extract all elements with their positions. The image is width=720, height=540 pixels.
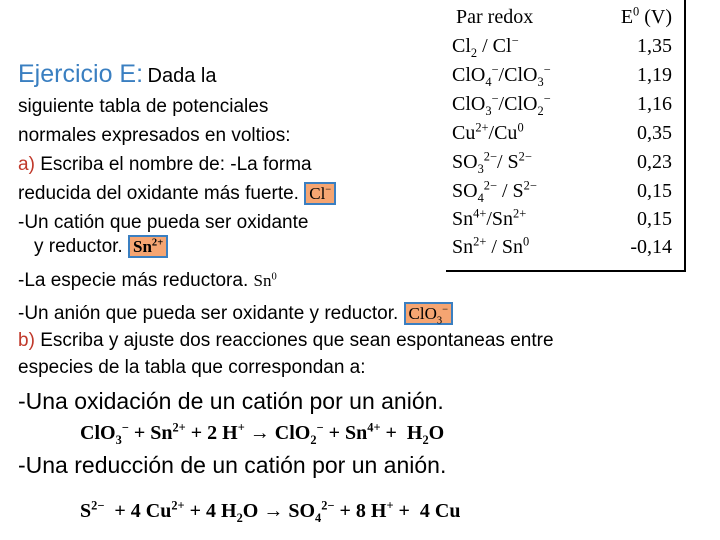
part-b-text: Escriba y ajuste dos reacciones que sean espontaneas entre — [40, 330, 554, 351]
table-row — [446, 122, 684, 151]
table-header — [446, 6, 684, 35]
part-a-line-4 — [34, 236, 168, 258]
reduction-heading: -Una reducción de un catión por un anión. — [18, 452, 447, 478]
species-cell: $Sn^{2+} / Sn^0$ — [452, 234, 530, 258]
part-a-text: Escriba el nombre de: -La forma — [40, 154, 312, 175]
intro-line-2: siguiente tabla de potenciales — [18, 96, 269, 117]
species-cell: $Sn^{4+}/Sn^{2+}$ — [452, 206, 527, 230]
species-cell: ClO$_3$−/ClO$_2$− — [452, 91, 551, 118]
species-cell: $SO_4^{2-} / S^{2-}$ — [452, 178, 537, 205]
table-row — [446, 35, 684, 64]
species-cell: $Cl_2 / Cl^-$ — [452, 33, 519, 60]
e0-cell: 0,35 — [637, 122, 672, 144]
table-row — [446, 208, 684, 237]
part-a-text-2: reducida del oxidante más fuerte. — [18, 183, 299, 204]
exercise-title: Ejercicio E: — [18, 60, 144, 88]
table-row — [446, 236, 684, 265]
table-row — [446, 93, 684, 122]
table-row — [446, 151, 684, 180]
e0-cell: 1,16 — [637, 93, 672, 115]
part-a-line-6 — [18, 303, 453, 325]
part-b-label: b) — [18, 330, 35, 351]
part-a-line-1 — [18, 154, 312, 176]
e0-cell: 1,19 — [637, 64, 672, 86]
answer-cation: $Sn^{2+}$ — [128, 235, 168, 258]
part-b-line-2: especies de la tabla que correspondan a: — [18, 357, 366, 378]
part-a-label: a) — [18, 154, 35, 175]
oxidation-heading: -Una oxidación de un catión por un anión. — [18, 388, 444, 414]
part-a-text-4: y reductor. — [34, 236, 123, 257]
table-row — [446, 180, 684, 209]
e0-cell: 0,15 — [637, 208, 672, 230]
part-b-line-1 — [18, 330, 554, 352]
e0-cell: 0,15 — [637, 180, 672, 202]
part-a-line-2 — [18, 183, 336, 205]
oxidation-equation: $ClO_3^- + Sn^{2+} + 2$ $H^+ \to ClO_2^- + Sn^{4+} + H_2O$ — [80, 420, 445, 447]
redox-table — [446, 0, 686, 272]
species-cell: ClO$_4$−/ClO$_3$− — [452, 62, 551, 89]
header-e0: $E^0$ (V) — [620, 4, 672, 28]
e0-cell: -0,14 — [630, 236, 672, 258]
table-row — [446, 64, 684, 93]
header-species: Par redox — [456, 6, 534, 28]
e0-cell: 1,35 — [637, 35, 672, 57]
answer-most-reducing: Sn$^0$ — [253, 271, 277, 290]
part-a-text-6: -Un anión que pueda ser oxidante y reductor. — [18, 303, 399, 324]
intro-text: Dada la — [147, 65, 217, 87]
part-a-line-5 — [18, 270, 277, 292]
e0-cell: 0,23 — [637, 151, 672, 173]
intro-line-3: normales expresados en voltios: — [18, 125, 291, 146]
exercise-title-line — [18, 60, 216, 89]
part-a-line-3: -Un catión que pueda ser oxidante — [18, 212, 309, 233]
part-a-text-5: -La especie más reductora. — [18, 270, 249, 291]
species-cell: $Cu^{2+}/Cu^0$ — [452, 120, 524, 144]
reduction-equation: $S^{2-} + 4$ $Cu^{2+} + 4$ $H_2O \to SO_4^{2-} + 8$ H+ + 4 Cu — [80, 498, 461, 525]
species-cell: $SO_3^{2-}/$ $S^{2-}$ — [452, 149, 532, 176]
answer-anion: ClO$_3$− — [404, 302, 454, 325]
answer-strongest-oxidant: Cl− — [304, 182, 336, 205]
